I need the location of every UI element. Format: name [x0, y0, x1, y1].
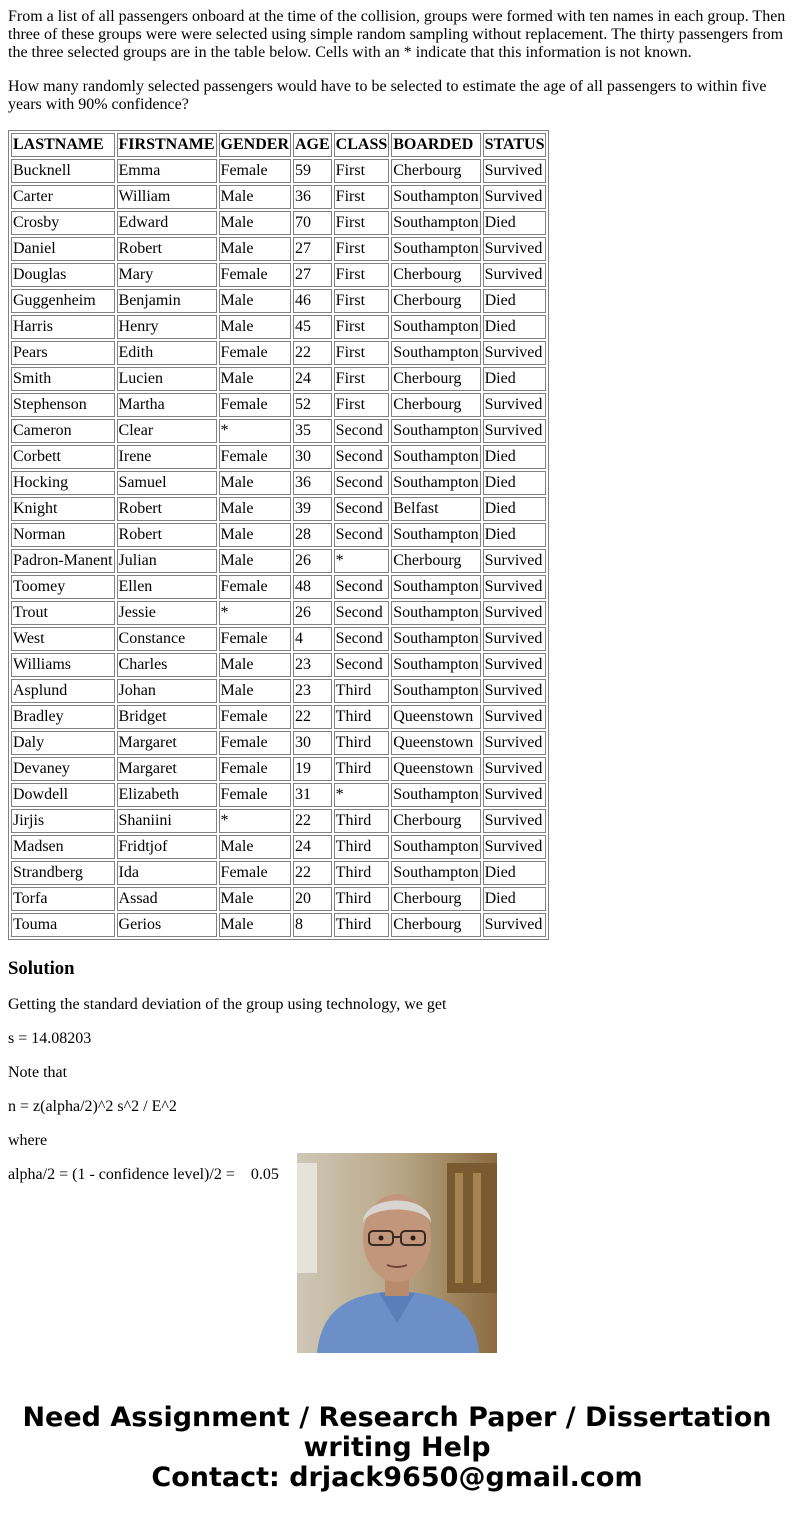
table-cell: Norman	[11, 523, 115, 547]
table-cell: Survived	[483, 575, 547, 599]
table-row	[11, 731, 546, 755]
table-cell: Survived	[483, 341, 547, 365]
table-row	[11, 835, 546, 859]
table-cell: Corbett	[11, 445, 115, 469]
table-cell: Survived	[483, 601, 547, 625]
table-cell: Madsen	[11, 835, 115, 859]
table-cell: Male	[219, 913, 291, 937]
table-cell: Jessie	[117, 601, 217, 625]
table-cell: Female	[219, 159, 291, 183]
table-cell: Died	[483, 315, 547, 339]
table-cell: Guggenheim	[11, 289, 115, 313]
table-cell: Male	[219, 549, 291, 573]
table-cell: Male	[219, 653, 291, 677]
table-cell: Jirjis	[11, 809, 115, 833]
table-cell: Emma	[117, 159, 217, 183]
table-cell: Stephenson	[11, 393, 115, 417]
table-cell: 30	[293, 731, 332, 755]
table-cell: Female	[219, 445, 291, 469]
table-cell: Knight	[11, 497, 115, 521]
column-header: AGE	[293, 133, 332, 157]
table-cell: 24	[293, 367, 332, 391]
table-cell: Southampton	[391, 575, 480, 599]
table-cell: Third	[334, 757, 390, 781]
table-row	[11, 601, 546, 625]
table-cell: Third	[334, 731, 390, 755]
table-cell: Male	[219, 523, 291, 547]
table-cell: Female	[219, 263, 291, 287]
table-cell: 70	[293, 211, 332, 235]
table-cell: Third	[334, 861, 390, 885]
table-cell: Robert	[117, 237, 217, 261]
table-cell: Survived	[483, 185, 547, 209]
table-row	[11, 367, 546, 391]
table-cell: First	[334, 393, 390, 417]
table-cell: Survived	[483, 913, 547, 937]
table-cell: Female	[219, 861, 291, 885]
table-cell: Assad	[117, 887, 217, 911]
table-cell: Second	[334, 445, 390, 469]
table-row	[11, 783, 546, 807]
table-cell: Third	[334, 913, 390, 937]
solution-heading: Solution	[8, 958, 75, 979]
table-cell: Died	[483, 211, 547, 235]
table-cell: Male	[219, 211, 291, 235]
table-cell: First	[334, 367, 390, 391]
table-cell: Survived	[483, 731, 547, 755]
table-cell: First	[334, 159, 390, 183]
table-cell: 48	[293, 575, 332, 599]
table-cell: Survived	[483, 263, 547, 287]
question-paragraph: From a list of all passengers onboard at the time of the collision, groups were formed with ten names in each group. Then three of these groups were were selected using simple random sampling without replacement. The thirty passengers from the three selected groups are in the table below. Cells with an * indicate that this information is not known.	[8, 8, 786, 61]
table-cell: Southampton	[391, 627, 480, 651]
table-cell: Daly	[11, 731, 115, 755]
table-cell: First	[334, 263, 390, 287]
table-cell: Cherbourg	[391, 263, 480, 287]
table-row	[11, 809, 546, 833]
table-cell: 26	[293, 601, 332, 625]
table-cell: Southampton	[391, 835, 480, 859]
table-cell: Southampton	[391, 315, 480, 339]
table-cell: Elizabeth	[117, 783, 217, 807]
table-cell: Johan	[117, 679, 217, 703]
table-cell: Survived	[483, 835, 547, 859]
table-cell: Third	[334, 835, 390, 859]
table-row	[11, 341, 546, 365]
table-cell: Southampton	[391, 445, 480, 469]
table-cell: Queenstown	[391, 705, 480, 729]
table-cell: 30	[293, 445, 332, 469]
column-header: STATUS	[483, 133, 547, 157]
table-cell: Female	[219, 757, 291, 781]
table-cell: First	[334, 185, 390, 209]
person-portrait-icon	[297, 1153, 497, 1353]
solution-line: n = z(alpha/2)^2 s^2 / E^2	[8, 1098, 177, 1115]
table-cell: Bridget	[117, 705, 217, 729]
table-cell: Second	[334, 653, 390, 677]
table-cell: Survived	[483, 627, 547, 651]
table-cell: Third	[334, 679, 390, 703]
table-cell: Ellen	[117, 575, 217, 599]
column-header: FIRSTNAME	[117, 133, 217, 157]
table-cell: Survived	[483, 159, 547, 183]
table-cell: Third	[334, 887, 390, 911]
table-cell: Southampton	[391, 211, 480, 235]
table-cell: Female	[219, 393, 291, 417]
table-row	[11, 497, 546, 521]
table-cell: Charles	[117, 653, 217, 677]
question-prompt: How many randomly selected passengers would have to be selected to estimate the age of all passengers to within five years with 90% confidence?	[8, 78, 767, 113]
solution-line: Getting the standard deviation of the group using technology, we get	[8, 996, 447, 1013]
table-cell: *	[219, 601, 291, 625]
table-cell: Survived	[483, 757, 547, 781]
table-cell: 4	[293, 627, 332, 651]
table-row	[11, 679, 546, 703]
table-row	[11, 757, 546, 781]
table-cell: Died	[483, 861, 547, 885]
table-cell: Survived	[483, 705, 547, 729]
document-content	[8, 0, 786, 1183]
table-cell: Male	[219, 835, 291, 859]
table-cell: Male	[219, 289, 291, 313]
table-cell: 22	[293, 705, 332, 729]
table-cell: *	[219, 809, 291, 833]
table-cell: Julian	[117, 549, 217, 573]
table-cell: Second	[334, 627, 390, 651]
solution-line: where	[8, 1132, 48, 1149]
table-row	[11, 393, 546, 417]
table-row	[11, 289, 546, 313]
table-cell: Died	[483, 289, 547, 313]
table-cell: 22	[293, 861, 332, 885]
table-cell: Died	[483, 523, 547, 547]
table-cell: Pears	[11, 341, 115, 365]
table-cell: Hocking	[11, 471, 115, 495]
table-cell: Southampton	[391, 341, 480, 365]
table-cell: Survived	[483, 783, 547, 807]
table-cell: *	[334, 549, 390, 573]
table-cell: Ida	[117, 861, 217, 885]
table-cell: First	[334, 237, 390, 261]
table-cell: Cherbourg	[391, 159, 480, 183]
table-cell: 24	[293, 835, 332, 859]
table-cell: Clear	[117, 419, 217, 443]
table-cell: Margaret	[117, 757, 217, 781]
table-cell: Strandberg	[11, 861, 115, 885]
table-cell: Second	[334, 419, 390, 443]
table-cell: Male	[219, 237, 291, 261]
table-cell: Male	[219, 185, 291, 209]
table-cell: Female	[219, 627, 291, 651]
table-cell: Female	[219, 341, 291, 365]
table-cell: Robert	[117, 497, 217, 521]
table-cell: Southampton	[391, 523, 480, 547]
table-cell: Queenstown	[391, 757, 480, 781]
table-row	[11, 705, 546, 729]
table-cell: 35	[293, 419, 332, 443]
table-row	[11, 263, 546, 287]
table-cell: Died	[483, 887, 547, 911]
table-cell: Henry	[117, 315, 217, 339]
table-cell: 45	[293, 315, 332, 339]
contact-email: Contact: drjack9650@gmail.com	[151, 1462, 643, 1493]
column-header: CLASS	[334, 133, 390, 157]
table-cell: Benjamin	[117, 289, 217, 313]
table-row	[11, 887, 546, 911]
table-cell: 23	[293, 653, 332, 677]
table-cell: Mary	[117, 263, 217, 287]
table-cell: 46	[293, 289, 332, 313]
table-cell: Carter	[11, 185, 115, 209]
table-cell: Survived	[483, 549, 547, 573]
table-cell: 20	[293, 887, 332, 911]
table-row	[11, 445, 546, 469]
table-cell: Constance	[117, 627, 217, 651]
table-cell: Belfast	[391, 497, 480, 521]
table-cell: Died	[483, 367, 547, 391]
table-cell: Survived	[483, 419, 547, 443]
table-cell: Cherbourg	[391, 809, 480, 833]
table-cell: Southampton	[391, 237, 480, 261]
table-cell: Southampton	[391, 783, 480, 807]
table-cell: Died	[483, 497, 547, 521]
table-cell: Southampton	[391, 471, 480, 495]
table-row	[11, 419, 546, 443]
table-cell: Irene	[117, 445, 217, 469]
table-cell: First	[334, 341, 390, 365]
table-row	[11, 237, 546, 261]
table-cell: William	[117, 185, 217, 209]
table-cell: Robert	[117, 523, 217, 547]
table-cell: Died	[483, 445, 547, 469]
table-cell: Samuel	[117, 471, 217, 495]
table-cell: 59	[293, 159, 332, 183]
table-cell: 36	[293, 185, 332, 209]
table-cell: Dowdell	[11, 783, 115, 807]
table-cell: *	[219, 419, 291, 443]
table-cell: Lucien	[117, 367, 217, 391]
table-cell: Second	[334, 523, 390, 547]
table-cell: Southampton	[391, 679, 480, 703]
banner-line: Need Assignment / Research Paper / Dissertation	[22, 1402, 772, 1433]
table-cell: Cameron	[11, 419, 115, 443]
table-cell: Male	[219, 887, 291, 911]
table-row	[11, 653, 546, 677]
passenger-table	[8, 130, 549, 940]
table-cell: Harris	[11, 315, 115, 339]
table-cell: 36	[293, 471, 332, 495]
table-cell: Southampton	[391, 861, 480, 885]
table-row	[11, 159, 546, 183]
table-cell: Bucknell	[11, 159, 115, 183]
table-cell: Shaniini	[117, 809, 217, 833]
table-row	[11, 861, 546, 885]
table-cell: Bradley	[11, 705, 115, 729]
column-header: BOARDED	[391, 133, 480, 157]
table-cell: Margaret	[117, 731, 217, 755]
table-cell: 31	[293, 783, 332, 807]
table-cell: 52	[293, 393, 332, 417]
table-cell: Survived	[483, 653, 547, 677]
table-cell: Cherbourg	[391, 393, 480, 417]
table-cell: Second	[334, 497, 390, 521]
table-cell: 22	[293, 341, 332, 365]
table-cell: Queenstown	[391, 731, 480, 755]
table-cell: Devaney	[11, 757, 115, 781]
table-cell: First	[334, 289, 390, 313]
table-cell: Male	[219, 497, 291, 521]
table-cell: Touma	[11, 913, 115, 937]
table-cell: 19	[293, 757, 332, 781]
table-cell: Male	[219, 471, 291, 495]
table-cell: Padron-Manent	[11, 549, 115, 573]
column-header: GENDER	[219, 133, 291, 157]
table-cell: Southampton	[391, 419, 480, 443]
table-cell: Cherbourg	[391, 913, 480, 937]
table-cell: Female	[219, 575, 291, 599]
table-cell: Southampton	[391, 653, 480, 677]
table-cell: Cherbourg	[391, 887, 480, 911]
table-header-row	[11, 133, 546, 157]
table-cell: Trout	[11, 601, 115, 625]
table-cell: 23	[293, 679, 332, 703]
solution-line: s = 14.08203	[8, 1030, 92, 1047]
table-cell: Fridtjof	[117, 835, 217, 859]
table-cell: Douglas	[11, 263, 115, 287]
author-avatar	[297, 1153, 497, 1353]
table-cell: Female	[219, 731, 291, 755]
table-cell: Southampton	[391, 185, 480, 209]
table-cell: First	[334, 211, 390, 235]
table-cell: First	[334, 315, 390, 339]
column-header: LASTNAME	[11, 133, 115, 157]
table-cell: 8	[293, 913, 332, 937]
table-cell: Third	[334, 809, 390, 833]
banner-line: writing Help	[303, 1432, 491, 1463]
table-cell: *	[334, 783, 390, 807]
table-row	[11, 211, 546, 235]
table-cell: Edward	[117, 211, 217, 235]
table-row	[11, 185, 546, 209]
table-cell: 27	[293, 237, 332, 261]
table-row	[11, 549, 546, 573]
table-cell: Male	[219, 367, 291, 391]
table-cell: Survived	[483, 679, 547, 703]
table-cell: 26	[293, 549, 332, 573]
table-row	[11, 523, 546, 547]
table-cell: Cherbourg	[391, 367, 480, 391]
table-cell: 27	[293, 263, 332, 287]
table-cell: Male	[219, 679, 291, 703]
table-cell: Survived	[483, 237, 547, 261]
table-cell: Second	[334, 601, 390, 625]
table-cell: 22	[293, 809, 332, 833]
table-row	[11, 315, 546, 339]
table-cell: Martha	[117, 393, 217, 417]
table-body	[11, 159, 546, 937]
table-cell: Cherbourg	[391, 289, 480, 313]
table-cell: Third	[334, 705, 390, 729]
table-row	[11, 575, 546, 599]
table-cell: Male	[219, 315, 291, 339]
table-row	[11, 913, 546, 937]
table-cell: Edith	[117, 341, 217, 365]
solution-line: Note that	[8, 1064, 68, 1081]
table-cell: 28	[293, 523, 332, 547]
table-cell: Survived	[483, 809, 547, 833]
table-cell: Second	[334, 575, 390, 599]
table-row	[11, 627, 546, 651]
table-cell: Gerios	[117, 913, 217, 937]
table-cell: Died	[483, 471, 547, 495]
table-cell: Cherbourg	[391, 549, 480, 573]
table-cell: Daniel	[11, 237, 115, 261]
table-cell: Crosby	[11, 211, 115, 235]
table-cell: Torfa	[11, 887, 115, 911]
solution-line: alpha/2 = (1 - confidence level)/2 = 0.05	[8, 1166, 279, 1183]
table-cell: Female	[219, 705, 291, 729]
table-cell: Toomey	[11, 575, 115, 599]
table-cell: West	[11, 627, 115, 651]
table-cell: Southampton	[391, 601, 480, 625]
contact-banner	[0, 1403, 794, 1493]
table-cell: Survived	[483, 393, 547, 417]
table-cell: Second	[334, 471, 390, 495]
table-cell: Asplund	[11, 679, 115, 703]
table-row	[11, 471, 546, 495]
table-cell: Smith	[11, 367, 115, 391]
table-cell: 39	[293, 497, 332, 521]
table-cell: Williams	[11, 653, 115, 677]
table-cell: Female	[219, 783, 291, 807]
